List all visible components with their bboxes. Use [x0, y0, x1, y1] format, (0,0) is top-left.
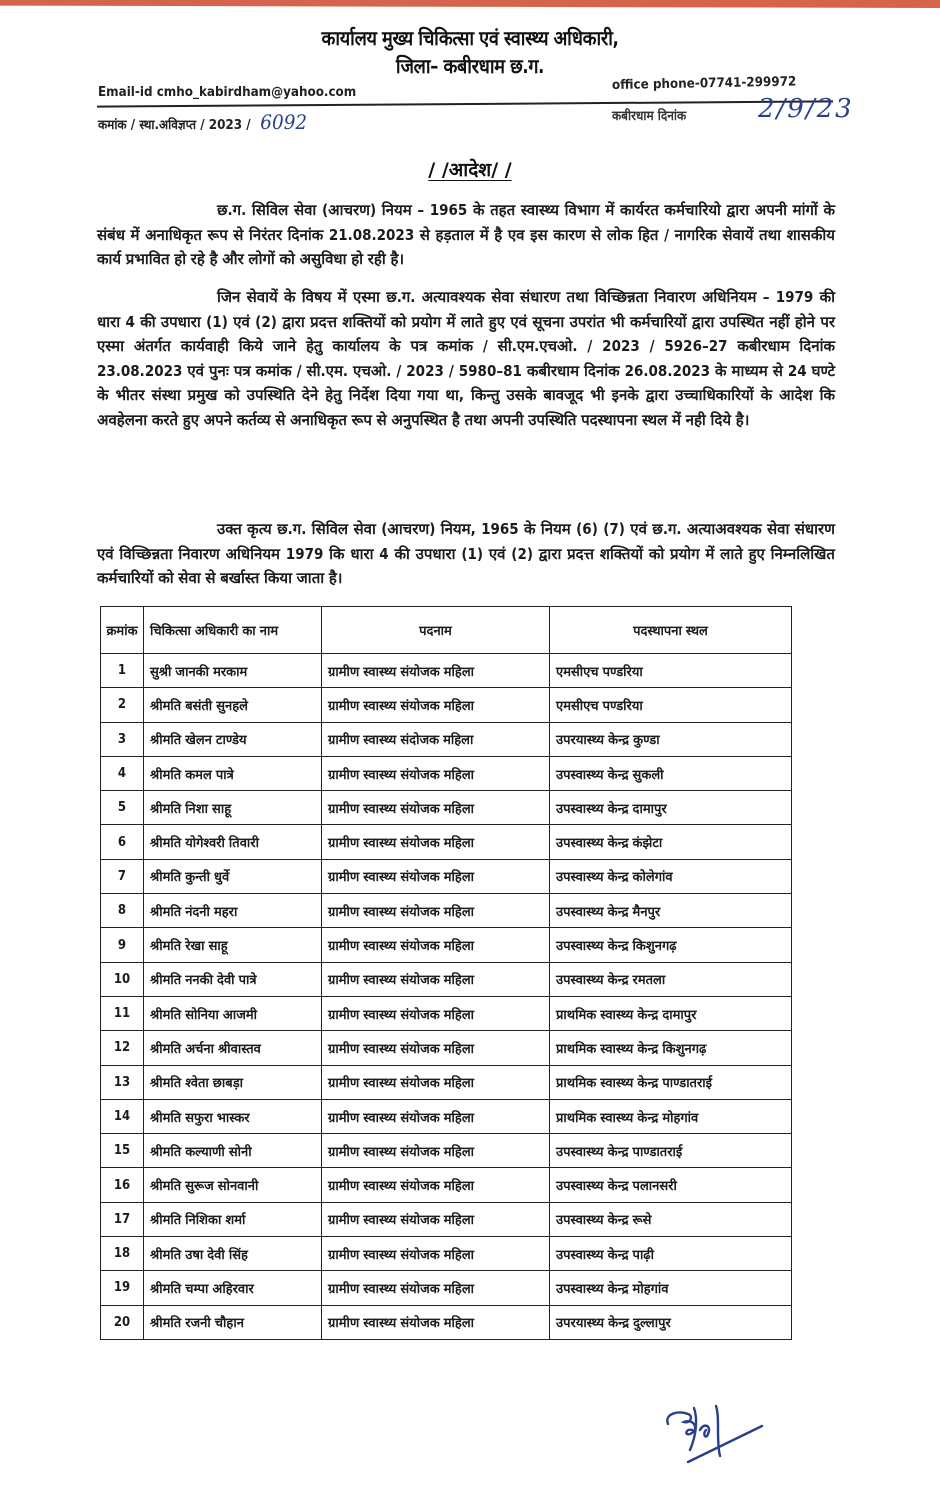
table-row	[101, 859, 792, 893]
cell-designation: ग्रामीण स्वास्थ्य संयोजक महिला	[322, 996, 550, 1030]
cell-designation: ग्रामीण स्वास्थ्य संयोजक महिला	[322, 962, 550, 996]
cell-serial: 19	[101, 1271, 144, 1305]
cell-posting-place: प्राथमिक स्वास्थ्य केन्द्र किशुनगढ़	[550, 1031, 792, 1065]
header-serial: क्रमांक	[101, 607, 144, 654]
table-row	[101, 1271, 792, 1305]
paragraph-3: उक्त कृत्य छ.ग. सिविल सेवा (आचरण) नियम, 1965 के नियम (6) (7) एवं छ.ग. अत्याअवश्यक सेवा संधारण एवं विच्छिन्नता निवारण अधिनियम 1979 कि धारा 4 की उपधारा (1) एवं (2) द्वारा प्रदत्त शक्तियों को प्रयोग में लाते हुए निम्नलिखित कर्मचारियों को सेवा से बर्खास्त किया जाता है।	[97, 520, 835, 587]
cell-posting-place: प्राथमिक स्वास्थ्य केन्द्र मोहगांव	[550, 1099, 792, 1133]
table-row	[101, 791, 792, 825]
date-value: 2/9/23	[758, 94, 854, 124]
table-row	[101, 722, 792, 756]
cell-serial: 17	[101, 1202, 144, 1236]
table-row	[101, 1168, 792, 1202]
signature-icon	[660, 1400, 770, 1470]
table-row	[101, 996, 792, 1030]
cell-designation: ग्रामीण स्वास्थ्य संयोजक महिला	[322, 1031, 550, 1065]
cell-posting-place: उपस्वास्थ्य केन्द्र दामापुर	[550, 791, 792, 825]
cell-designation: ग्रामीण स्वास्थ्य संदोजक महिला	[322, 722, 550, 756]
cell-name: श्रीमति सुरूज सोनवानी	[144, 1168, 322, 1202]
cell-posting-place: उपरयास्थ्य केन्द्र दुल्लापुर	[550, 1305, 792, 1339]
table-row	[101, 1202, 792, 1236]
cell-serial: 8	[101, 894, 144, 928]
cell-designation: ग्रामीण स्वास्थ्य संयोजक महिला	[322, 1134, 550, 1168]
cell-posting-place: एमसीएच पण्डरिया	[550, 688, 792, 722]
cell-name: श्रीमति कमल पात्रे	[144, 756, 322, 790]
cell-designation: ग्रामीण स्वास्थ्य संयोजक महिला	[322, 1202, 550, 1236]
cell-posting-place: प्राथमिक स्वास्थ्य केन्द्र पाण्डातराई	[550, 1065, 792, 1099]
table-header-row	[101, 607, 792, 654]
cell-serial: 7	[101, 859, 144, 893]
cell-name: श्रीमति नंदनी महरा	[144, 894, 322, 928]
table-row	[101, 1305, 792, 1339]
order-title-text: / /आदेश/ /	[428, 159, 512, 181]
paragraph-2: जिन सेवायें के विषय में एस्मा छ.ग. अत्यावश्यक सेवा संधारण तथा विच्छिन्नता निवारण अधिनियम – 1979 की धारा 4 की उपधारा (1) एवं (2) द्वारा प्रदत्त शक्तियों को प्रयोग में लाते हुए एवं सूचना उपरांत भी कर्मचारियों द्वारा उपस्थित नहीं होने पर एस्मा अंतर्गत कार्यवाही किये जाने हेतु कार्यालय के पत्र कमांक / सी.एम.एचओ. / 2023 / 5926–27 कबीरधाम दिनांक 23.08.2023 एवं पुनः पत्र कमांक / सी.एम. एचओ. / 2023 / 5980–81 कबीरधाम दिनांक 26.08.2023 के माध्यम से 24 घण्टे के भीतर संस्था प्रमुख को उपस्थिति देने हेतु निर्देश दिया गया था, किन्तु उसके बावजूद भी इनके द्वारा उच्चाधिकारियों के आदेश कि अवहेलना करते हुए अपने कर्तव्य से अनाधिकृत रूप से अनुपस्थित है तथा अपनी उपस्थिति पदस्थापना स्थल में नही दिये है।	[97, 288, 835, 429]
reference-number: 6092	[260, 110, 308, 134]
cell-designation: ग्रामीण स्वास्थ्य संयोजक महिला	[322, 894, 550, 928]
cell-name: श्रीमति खेलन टाण्डेय	[144, 722, 322, 756]
cell-posting-place: प्राथमिक स्वास्थ्य केन्द्र दामापुर	[550, 996, 792, 1030]
cell-serial: 6	[101, 825, 144, 859]
cell-designation: ग्रामीण स्वास्थ्य संयोजक महिला	[322, 825, 550, 859]
cell-serial: 5	[101, 791, 144, 825]
cell-posting-place: उपस्वास्थ्य केन्द्र पलानसरी	[550, 1168, 792, 1202]
cell-posting-place: उपस्वास्थ्य केन्द्र सुकली	[550, 756, 792, 790]
header-designation: पदनाम	[322, 607, 550, 654]
table-row	[101, 1134, 792, 1168]
cell-name: श्रीमति कल्याणी सोनी	[144, 1134, 322, 1168]
order-title	[0, 156, 940, 182]
cell-name: श्रीमति ननकी देवी पात्रे	[144, 962, 322, 996]
cell-posting-place: उपस्वास्थ्य केन्द्र मोहगांव	[550, 1271, 792, 1305]
office-phone: office phone-07741-299972	[611, 74, 797, 93]
cell-designation: ग्रामीण स्वास्थ्य संयोजक महिला	[322, 756, 550, 790]
cell-name: श्रीमति उषा देवी सिंह	[144, 1237, 322, 1271]
table-row	[101, 894, 792, 928]
date-label: कबीरधाम दिनांक	[612, 109, 687, 124]
header-posting-place: पदस्थापना स्थल	[550, 607, 792, 654]
cell-serial: 11	[101, 996, 144, 1030]
cell-serial: 4	[101, 756, 144, 790]
cell-posting-place: एमसीएच पण्डरिया	[550, 654, 792, 688]
cell-name: श्रीमति निशिका शर्मा	[144, 1202, 322, 1236]
cell-serial: 18	[101, 1237, 144, 1271]
cell-designation: ग्रामीण स्वास्थ्य संयोजक महिला	[322, 1099, 550, 1133]
table-body	[101, 654, 792, 1340]
office-title: कार्यालय मुख्य चिकित्सा एवं स्वास्थ्य अधिकारी,	[321, 26, 619, 50]
cell-serial: 13	[101, 1065, 144, 1099]
header-name: चिकित्सा अधिकारी का नाम	[144, 607, 322, 654]
cell-serial: 2	[101, 688, 144, 722]
cell-serial: 14	[101, 1099, 144, 1133]
cell-name: श्रीमति सोनिया आजमी	[144, 996, 322, 1030]
cell-serial: 3	[101, 722, 144, 756]
cell-designation: ग्रामीण स्वास्थ्य संयोजक महिला	[322, 1271, 550, 1305]
district-title: जिला– कबीरधाम छ.ग.	[395, 54, 545, 78]
cell-name: श्रीमति बसंती सुनहले	[144, 688, 322, 722]
cell-serial: 12	[101, 1031, 144, 1065]
cell-name: श्रीमति अर्चना श्रीवास्तव	[144, 1031, 322, 1065]
cell-name: श्रीमति निशा साहू	[144, 791, 322, 825]
cell-designation: ग्रामीण स्वास्थ्य संयोजक महिला	[322, 1065, 550, 1099]
cell-name: श्रीमति कुन्ती धुर्वे	[144, 859, 322, 893]
cell-posting-place: उपस्वास्थ्य केन्द्र पाढ़ी	[550, 1237, 792, 1271]
cell-designation: ग्रामीण स्वास्थ्य संयोजक महिला	[322, 1305, 550, 1339]
cell-name: श्रीमति रेखा साहू	[144, 928, 322, 962]
cell-name: श्रीमति योगेश्वरी तिवारी	[144, 825, 322, 859]
table-row	[101, 1237, 792, 1271]
cell-serial: 10	[101, 962, 144, 996]
cell-posting-place: उपस्वास्थ्य केन्द्र रमतला	[550, 962, 792, 996]
cell-serial: 15	[101, 1134, 144, 1168]
cell-designation: ग्रामीण स्वास्थ्य संयोजक महिला	[322, 859, 550, 893]
table-row	[101, 688, 792, 722]
table-row	[101, 928, 792, 962]
table-row	[101, 1031, 792, 1065]
cell-name: श्रीमति सफुरा भास्कर	[144, 1099, 322, 1133]
cell-name: श्रीमति श्वेता छाबड़ा	[144, 1065, 322, 1099]
table-row	[101, 654, 792, 688]
cell-designation: ग्रामीण स्वास्थ्य संयोजक महिला	[322, 928, 550, 962]
cell-posting-place: उपस्वास्थ्य केन्द्र किशुनगढ़	[550, 928, 792, 962]
table-row	[101, 1099, 792, 1133]
table-row	[101, 756, 792, 790]
cell-serial: 20	[101, 1305, 144, 1339]
table-row	[101, 962, 792, 996]
cell-posting-place: उपस्वास्थ्य केन्द्र पाण्डातराई	[550, 1134, 792, 1168]
cell-designation: ग्रामीण स्वास्थ्य संयोजक महिला	[322, 688, 550, 722]
cell-serial: 16	[101, 1168, 144, 1202]
cell-name: सुश्री जानकी मरकाम	[144, 654, 322, 688]
table-row	[101, 825, 792, 859]
cell-posting-place: उपस्वास्थ्य केन्द्र कोलेगांव	[550, 859, 792, 893]
table-row	[101, 1065, 792, 1099]
cell-serial: 9	[101, 928, 144, 962]
cell-designation: ग्रामीण स्वास्थ्य संयोजक महिला	[322, 654, 550, 688]
cell-serial: 1	[101, 654, 144, 688]
cell-name: श्रीमति रजनी चौहान	[144, 1305, 322, 1339]
cell-posting-place: उपरयास्थ्य केन्द्र कुण्डा	[550, 722, 792, 756]
cell-designation: ग्रामीण स्वास्थ्य संयोजक महिला	[322, 1168, 550, 1202]
cell-designation: ग्रामीण स्वास्थ्य संयोजक महिला	[322, 791, 550, 825]
reference-line	[98, 110, 307, 134]
email-id: Email-id cmho_kabirdham@yahoo.com	[98, 85, 357, 100]
cell-posting-place: उपस्वास्थ्य केन्द्र रूसे	[550, 1202, 792, 1236]
cell-posting-place: उपस्वास्थ्य केन्द्र कंझेटा	[550, 825, 792, 859]
header-divider	[97, 100, 833, 107]
reference-prefix: कमांक / स्था.अविज्ञप्त / 2023 /	[98, 118, 251, 133]
cell-name: श्रीमति चम्पा अहिरवार	[144, 1271, 322, 1305]
top-color-bar	[0, 0, 940, 8]
paragraph-1: छ.ग. सिविल सेवा (आचरण) नियम – 1965 के तहत स्वास्थ्य विभाग में कार्यरत कर्मचारियो द्वारा अपनी मांगों के संबंध में अनाधिकृत रूप से निरंतर दिनांक 21.08.2023 से हड़ताल में है एव इस कारण से लोक हित / नागरिक सेवायें तथा शासकीय कार्य प्रभावित हो रहे है और लोगों को असुविधा हो रही है।	[97, 201, 835, 268]
cell-posting-place: उपस्वास्थ्य केन्द्र मैनपुर	[550, 894, 792, 928]
cell-designation: ग्रामीण स्वास्थ्य संयोजक महिला	[322, 1237, 550, 1271]
dismissed-staff-table	[100, 606, 792, 1340]
